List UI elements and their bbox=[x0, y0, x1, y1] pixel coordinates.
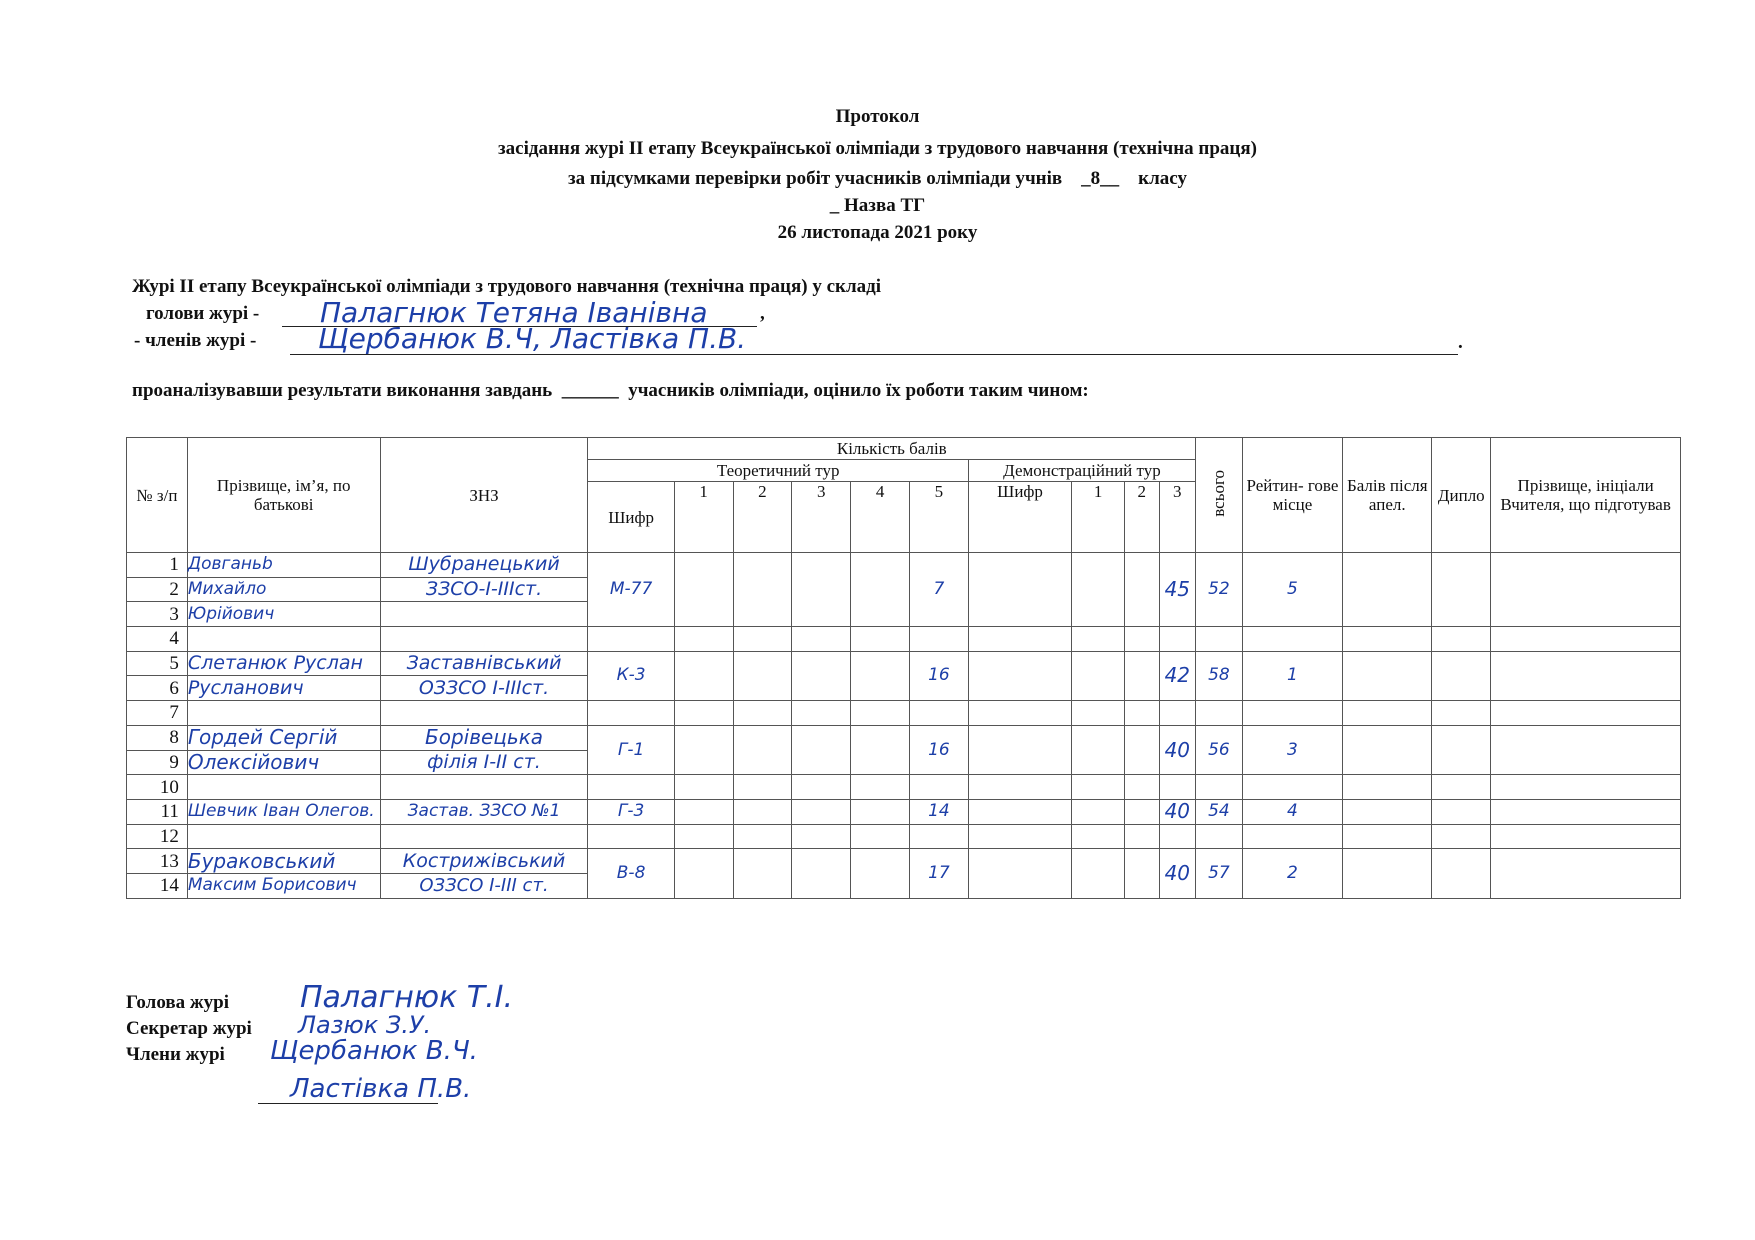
score-d2 bbox=[1125, 725, 1159, 774]
teacher bbox=[1491, 799, 1681, 824]
score-d2 bbox=[1125, 849, 1159, 898]
col-t3: 3 bbox=[792, 482, 851, 553]
row-number: 7 bbox=[127, 701, 188, 726]
sig-secretary-label: Секретар журі bbox=[126, 1018, 252, 1039]
row-number: 12 bbox=[127, 824, 188, 849]
grade-value: _8__ bbox=[1081, 168, 1120, 189]
diploma bbox=[1432, 651, 1491, 700]
col-t5: 5 bbox=[910, 482, 969, 553]
teacher bbox=[1491, 849, 1681, 898]
jury-members-suffix: . bbox=[1458, 332, 1463, 353]
participant-name: Шевчик Іван Олегов. bbox=[187, 799, 380, 824]
score-t2 bbox=[733, 553, 792, 627]
score-d1 bbox=[1072, 725, 1125, 774]
appeal bbox=[1343, 725, 1432, 774]
sig-member2-underline bbox=[258, 1103, 438, 1104]
participant-school: Застав. ЗЗСО №1 bbox=[380, 799, 588, 824]
jury-head-suffix: , bbox=[760, 303, 765, 324]
participant-school: філія І-ІІ ст. bbox=[380, 750, 588, 775]
participant-school: ОЗЗСО І-ІІІ ст. bbox=[380, 873, 588, 898]
line3-prefix: за підсумками перевірки робіт учасників олімпіади учнів bbox=[568, 168, 1063, 189]
teacher bbox=[1491, 725, 1681, 774]
score-d1 bbox=[1072, 799, 1125, 824]
row-number: 6 bbox=[127, 676, 188, 701]
row-number: 4 bbox=[127, 627, 188, 652]
doc-subtitle: засідання журі ІІ етапу Всеукраїнської олімпіади з трудового навчання (технічна праця) bbox=[498, 138, 1257, 159]
score-t1 bbox=[674, 651, 733, 700]
table-row bbox=[127, 799, 1681, 824]
jury-head-label: голови журі - bbox=[146, 303, 260, 324]
score-d2 bbox=[1125, 553, 1159, 627]
score-code2 bbox=[968, 651, 1071, 700]
score-t3 bbox=[792, 725, 851, 774]
doc-line3 bbox=[0, 166, 1755, 192]
analysis-line bbox=[132, 380, 1089, 402]
score-d3: 40 bbox=[1159, 725, 1196, 774]
appeal bbox=[1343, 849, 1432, 898]
analysis-suffix: учасників олімпіади, оцінило їх роботи таким чином: bbox=[628, 380, 1089, 401]
participant-name: Юрійович bbox=[187, 602, 380, 627]
score-t4 bbox=[851, 725, 910, 774]
appeal bbox=[1343, 799, 1432, 824]
score-t5: 17 bbox=[910, 849, 969, 898]
doc-group: _ Назва ТГ bbox=[829, 195, 926, 216]
diploma bbox=[1432, 849, 1491, 898]
score-t3 bbox=[792, 651, 851, 700]
score-d1 bbox=[1072, 553, 1125, 627]
participant-name: Олексійович bbox=[187, 750, 380, 775]
col-demo: Демонстраційний тур bbox=[968, 460, 1195, 482]
analysis-prefix: проаналізувавши результати виконання завдань bbox=[132, 380, 553, 401]
participant-name: Михайло bbox=[187, 577, 380, 602]
score-t5: 16 bbox=[910, 725, 969, 774]
sig-member1-sign: Щербанюк В.Ч. bbox=[270, 1036, 478, 1066]
participant-code: К-3 bbox=[588, 651, 674, 700]
row-number: 2 bbox=[127, 577, 188, 602]
sig-head-label: Голова журі bbox=[126, 992, 229, 1013]
row-number: 9 bbox=[127, 750, 188, 775]
rank: 5 bbox=[1242, 553, 1342, 627]
jury-intro: Журі ІІ етапу Всеукраїнської олімпіади з трудового навчання (технічна праця) у складі bbox=[132, 276, 882, 297]
doc-title: Протокол bbox=[835, 106, 920, 127]
col-theory: Теоретичний тур bbox=[588, 460, 968, 482]
col-code: Шифр bbox=[588, 482, 674, 553]
col-d3: 3 bbox=[1159, 482, 1196, 553]
score-t5: 16 bbox=[910, 651, 969, 700]
score-t3 bbox=[792, 849, 851, 898]
score-d2 bbox=[1125, 799, 1159, 824]
row-number: 14 bbox=[127, 873, 188, 898]
score-t2 bbox=[733, 725, 792, 774]
row-number: 5 bbox=[127, 651, 188, 676]
col-d1: 1 bbox=[1072, 482, 1125, 553]
score-total: 54 bbox=[1196, 799, 1243, 824]
rank: 3 bbox=[1242, 725, 1342, 774]
participant-name: Русланович bbox=[187, 676, 380, 701]
score-t4 bbox=[851, 553, 910, 627]
col-t4: 4 bbox=[851, 482, 910, 553]
sig-members-label: Члени журі bbox=[126, 1044, 225, 1065]
score-code2 bbox=[968, 849, 1071, 898]
score-total: 52 bbox=[1196, 553, 1243, 627]
score-d3: 40 bbox=[1159, 849, 1196, 898]
score-t1 bbox=[674, 849, 733, 898]
table-row bbox=[127, 849, 1681, 874]
score-d3: 45 bbox=[1159, 553, 1196, 627]
score-d1 bbox=[1072, 849, 1125, 898]
col-t2: 2 bbox=[733, 482, 792, 553]
row-number: 11 bbox=[127, 799, 188, 824]
row-number: 8 bbox=[127, 725, 188, 750]
score-t3 bbox=[792, 553, 851, 627]
participant-name: Максим Борисович bbox=[187, 873, 380, 898]
col-school: ЗНЗ bbox=[380, 438, 588, 553]
diploma bbox=[1432, 799, 1491, 824]
score-code2 bbox=[968, 799, 1071, 824]
score-code2 bbox=[968, 553, 1071, 627]
sig-member2-sign: Ластівка П.В. bbox=[290, 1074, 472, 1104]
participant-name: Довганьb bbox=[187, 553, 380, 578]
results-table bbox=[126, 437, 1681, 899]
score-total: 57 bbox=[1196, 849, 1243, 898]
appeal bbox=[1343, 651, 1432, 700]
sig-secretary-sign: Лазюк З.У. bbox=[298, 1011, 432, 1039]
jury-members-names: Щербанюк В.Ч, Ластівка П.В. bbox=[318, 322, 747, 355]
rank: 2 bbox=[1242, 849, 1342, 898]
row-number: 3 bbox=[127, 602, 188, 627]
score-total: 58 bbox=[1196, 651, 1243, 700]
participant-school: Заставнівський bbox=[380, 651, 588, 676]
score-t5: 7 bbox=[910, 553, 969, 627]
score-t4 bbox=[851, 799, 910, 824]
score-d1 bbox=[1072, 651, 1125, 700]
score-t1 bbox=[674, 799, 733, 824]
score-t3 bbox=[792, 799, 851, 824]
score-d3: 40 bbox=[1159, 799, 1196, 824]
table-row bbox=[127, 553, 1681, 578]
col-d2: 2 bbox=[1125, 482, 1159, 553]
participant-name: Слетанюк Руслан bbox=[187, 651, 380, 676]
participant-name: Бураковський bbox=[187, 849, 380, 874]
table-row bbox=[127, 824, 1681, 849]
teacher bbox=[1491, 651, 1681, 700]
row-number: 13 bbox=[127, 849, 188, 874]
participant-school: Кострижівський bbox=[380, 849, 588, 874]
line3-suffix: класу bbox=[1138, 168, 1187, 189]
col-total bbox=[1196, 438, 1243, 553]
col-name: Прізвище, ім’я, по батькові bbox=[187, 438, 380, 553]
participant-school: Борівецька bbox=[380, 725, 588, 750]
col-total-label: всього bbox=[1209, 469, 1229, 517]
score-d2 bbox=[1125, 651, 1159, 700]
participant-school: ЗЗСО-І-ІІІст. bbox=[380, 577, 588, 602]
participant-school: ОЗЗСО І-ІІІст. bbox=[380, 676, 588, 701]
score-t1 bbox=[674, 725, 733, 774]
row-number: 1 bbox=[127, 553, 188, 578]
diploma bbox=[1432, 553, 1491, 627]
col-no: № з/п bbox=[127, 438, 188, 553]
teacher bbox=[1491, 553, 1681, 627]
analysis-blank: ______ bbox=[561, 380, 619, 401]
rank: 4 bbox=[1242, 799, 1342, 824]
table-row bbox=[127, 651, 1681, 676]
sig-head-sign: Палагнюк Т.І. bbox=[300, 980, 514, 1015]
score-t2 bbox=[733, 849, 792, 898]
rank: 1 bbox=[1242, 651, 1342, 700]
col-code2: Шифр bbox=[968, 482, 1071, 553]
score-total: 56 bbox=[1196, 725, 1243, 774]
score-t4 bbox=[851, 651, 910, 700]
doc-date: 26 листопада 2021 року bbox=[777, 222, 978, 243]
diploma bbox=[1432, 725, 1491, 774]
participant-code: М-77 bbox=[588, 553, 674, 627]
participant-code: Г-3 bbox=[588, 799, 674, 824]
participant-code: Г-1 bbox=[588, 725, 674, 774]
col-t1: 1 bbox=[674, 482, 733, 553]
score-t1 bbox=[674, 553, 733, 627]
col-rank: Рейтин- гове місце bbox=[1242, 438, 1342, 553]
col-points: Кількість балів bbox=[588, 438, 1196, 460]
jury-head-name: Палагнюк Тетяна Іванівна bbox=[320, 296, 708, 329]
jury-members-label: - членів журі - bbox=[134, 330, 257, 351]
col-appeal: Балів після апел. bbox=[1343, 438, 1432, 553]
col-teacher: Прізвище, ініціали Вчителя, що підготував bbox=[1491, 438, 1681, 553]
table-row bbox=[127, 701, 1681, 726]
participant-name: Гордей Сергій bbox=[187, 725, 380, 750]
participant-code: В-8 bbox=[588, 849, 674, 898]
table-row bbox=[127, 627, 1681, 652]
appeal bbox=[1343, 553, 1432, 627]
score-t2 bbox=[733, 651, 792, 700]
score-t2 bbox=[733, 799, 792, 824]
score-t5: 14 bbox=[910, 799, 969, 824]
row-number: 10 bbox=[127, 775, 188, 800]
score-d3: 42 bbox=[1159, 651, 1196, 700]
score-code2 bbox=[968, 725, 1071, 774]
table-row bbox=[127, 775, 1681, 800]
col-diploma: Дипло bbox=[1432, 438, 1491, 553]
participant-school: Шубранецький bbox=[380, 553, 588, 578]
participant-school bbox=[380, 602, 588, 627]
table-row bbox=[127, 725, 1681, 750]
score-t4 bbox=[851, 849, 910, 898]
